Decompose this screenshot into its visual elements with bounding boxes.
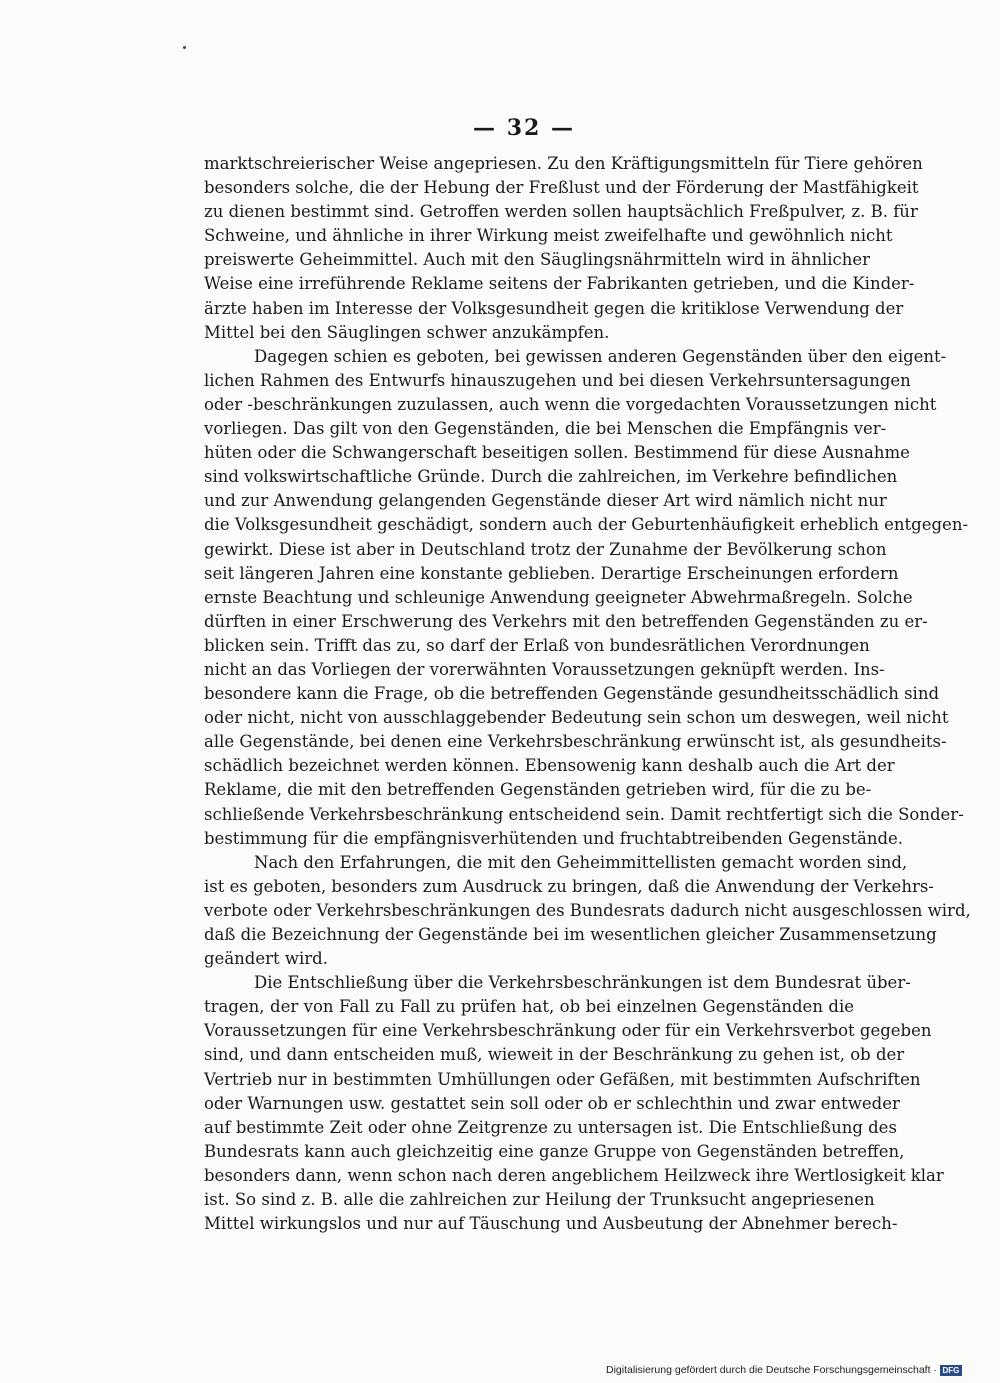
text-line: besonders solche, die der Hebung der Freßlust und der Förderung der Mastfähigkeit (204, 178, 919, 198)
text-line: zu dienen bestimmt sind. Getroffen werden sollen hauptsächlich Freßpulver, z. B. für (204, 202, 918, 222)
text-line: Vertrieb nur in bestimmten Umhüllungen oder Gefäßen, mit bestimmten Aufschriften (204, 1069, 921, 1089)
text-line: Schweine, und ähnliche in ihrer Wirkung meist zweifelhafte und gewöhnlich nicht (204, 226, 893, 246)
text-line: besonders dann, wenn schon nach deren angeblichem Heilzweck ihre Wertlosigkeit klar (204, 1165, 944, 1185)
body-text (204, 152, 971, 1236)
text-line: dürften in einer Erschwerung des Verkehrs mit den betreffenden Gegenständen zu er- (204, 611, 928, 631)
text-line: oder nicht, nicht von ausschlaggebender Bedeutung sein schon um deswegen, weil nicht (204, 708, 949, 728)
text-line: gewirkt. Diese ist aber in Deutschland trotz der Zunahme der Bevölkerung schon (204, 539, 887, 559)
text-line: ist. So sind z. B. alle die zahlreichen zur Heilung der Trunksucht angepriesenen (204, 1190, 875, 1210)
text-line: Mittel wirkungslos und nur auf Täuschung und Ausbeutung der Abnehmer berech- (204, 1214, 898, 1234)
text-line: schädlich bezeichnet werden können. Ebensowenig kann deshalb auch die Art der (204, 756, 895, 776)
text-line: Voraussetzungen für eine Verkehrsbeschränkung oder für ein Verkehrsverbot gegeben (204, 1021, 932, 1041)
page-number: — 32 — (473, 115, 575, 141)
text-line: Bundesrats kann auch gleichzeitig eine ganze Gruppe von Gegenständen betreffen, (204, 1141, 905, 1161)
text-line: verbote oder Verkehrsbeschränkungen des Bundesrats dadurch nicht ausgeschlossen wird, (204, 900, 971, 920)
text-line: daß die Bezeichnung der Gegenstände bei im wesentlichen gleicher Zusammensetzung (204, 925, 937, 944)
dfg-logo: DFG (940, 1365, 962, 1376)
text-line: Dagegen schien es geboten, bei gewissen anderen Gegenständen über den eigent- (254, 346, 947, 366)
text-line: blicken sein. Trifft das zu, so darf der Erlaß von bundesrätlichen Verordnungen (204, 635, 870, 655)
text-line: Weise eine irreführende Reklame seitens der Fabrikanten getrieben, und die Kinder- (204, 274, 915, 294)
text-line: sind, und dann entscheiden muß, wieweit in der Beschränkung zu gehen ist, ob der (204, 1045, 905, 1065)
digitization-credit-text: Digitalisierung gefördert durch die Deutsche Forschungsgemeinschaft · (606, 1364, 937, 1377)
scan-speck (183, 46, 186, 49)
text-line: besondere kann die Frage, ob die betreffenden Gegenstände gesundheitsschädlich sind (204, 684, 940, 704)
text-line: vorliegen. Das gilt von den Gegenständen, die bei Menschen die Empfängnis ver- (204, 419, 887, 439)
text-line: die Volksgesundheit geschädigt, sondern auch der Geburtenhäufigkeit erheblich entgegen- (204, 515, 969, 535)
text-line: hüten oder die Schwangerschaft beseitigen sollen. Bestimmend für diese Ausnahme (204, 443, 910, 463)
text-line: sind volkswirtschaftliche Gründe. Durch die zahlreichen, im Verkehre befindlichen (204, 467, 898, 487)
text-line: marktschreierischer Weise angepriesen. Zu den Kräftigungsmitteln für Tiere gehören (204, 154, 923, 173)
text-line: seit längeren Jahren eine konstante geblieben. Derartige Erscheinungen erfordern (204, 563, 899, 583)
text-line: bestimmung für die empfängnisverhütenden und fruchtabtreibenden Gegenstände. (204, 828, 904, 848)
text-line: oder -beschränkungen zuzulassen, auch wenn die vorgedachten Voraussetzungen nicht (204, 394, 937, 414)
text-line: Mittel bei den Säuglingen schwer anzukämpfen. (204, 322, 610, 342)
digitization-credit (606, 1364, 986, 1380)
text-line: und zur Anwendung gelangenden Gegenstände dieser Art wird nämlich nicht nur (204, 491, 887, 511)
text-line: ernste Beachtung und schleunige Anwendung geeigneter Abwehrmaßregeln. Solche (204, 587, 913, 607)
text-line: lichen Rahmen des Entwurfs hinauszugehen und bei diesen Verkehrsuntersagungen (204, 370, 911, 390)
text-line: alle Gegenstände, bei denen eine Verkehrsbeschränkung erwünscht ist, als gesundheits- (204, 732, 947, 752)
text-line: ist es geboten, besonders zum Ausdruck zu bringen, daß die Anwendung der Verkehrs- (204, 876, 934, 896)
text-line: tragen, der von Fall zu Fall zu prüfen hat, ob bei einzelnen Gegenständen die (204, 997, 854, 1017)
text-line: schließende Verkehrsbeschränkung entscheidend sein. Damit rechtfertigt sich die Sonder- (204, 804, 964, 824)
text-line: preiswerte Geheimmittel. Auch mit den Säuglingsnährmitteln wird in ähnlicher (204, 250, 871, 270)
text-line: auf bestimmte Zeit oder ohne Zeitgrenze zu untersagen ist. Die Entschließung des (204, 1117, 897, 1137)
text-line: geändert wird. (204, 949, 328, 969)
text-line: Reklame, die mit den betreffenden Gegenständen getrieben wird, für die zu be- (204, 780, 872, 800)
text-line: nicht an das Vorliegen der vorerwähnten Voraussetzungen geknüpft werden. Ins- (204, 659, 885, 679)
text-line: ärzte haben im Interesse der Volksgesundheit gegen die kritiklose Verwendung der (204, 298, 904, 318)
text-line: Nach den Erfahrungen, die mit den Geheimmittellisten gemacht worden sind, (254, 852, 908, 872)
text-line: Die Entschließung über die Verkehrsbeschränkungen ist dem Bundesrat über- (254, 973, 911, 993)
text-line: oder Warnungen usw. gestattet sein soll oder ob er schlechthin und zwar entweder (204, 1093, 900, 1113)
